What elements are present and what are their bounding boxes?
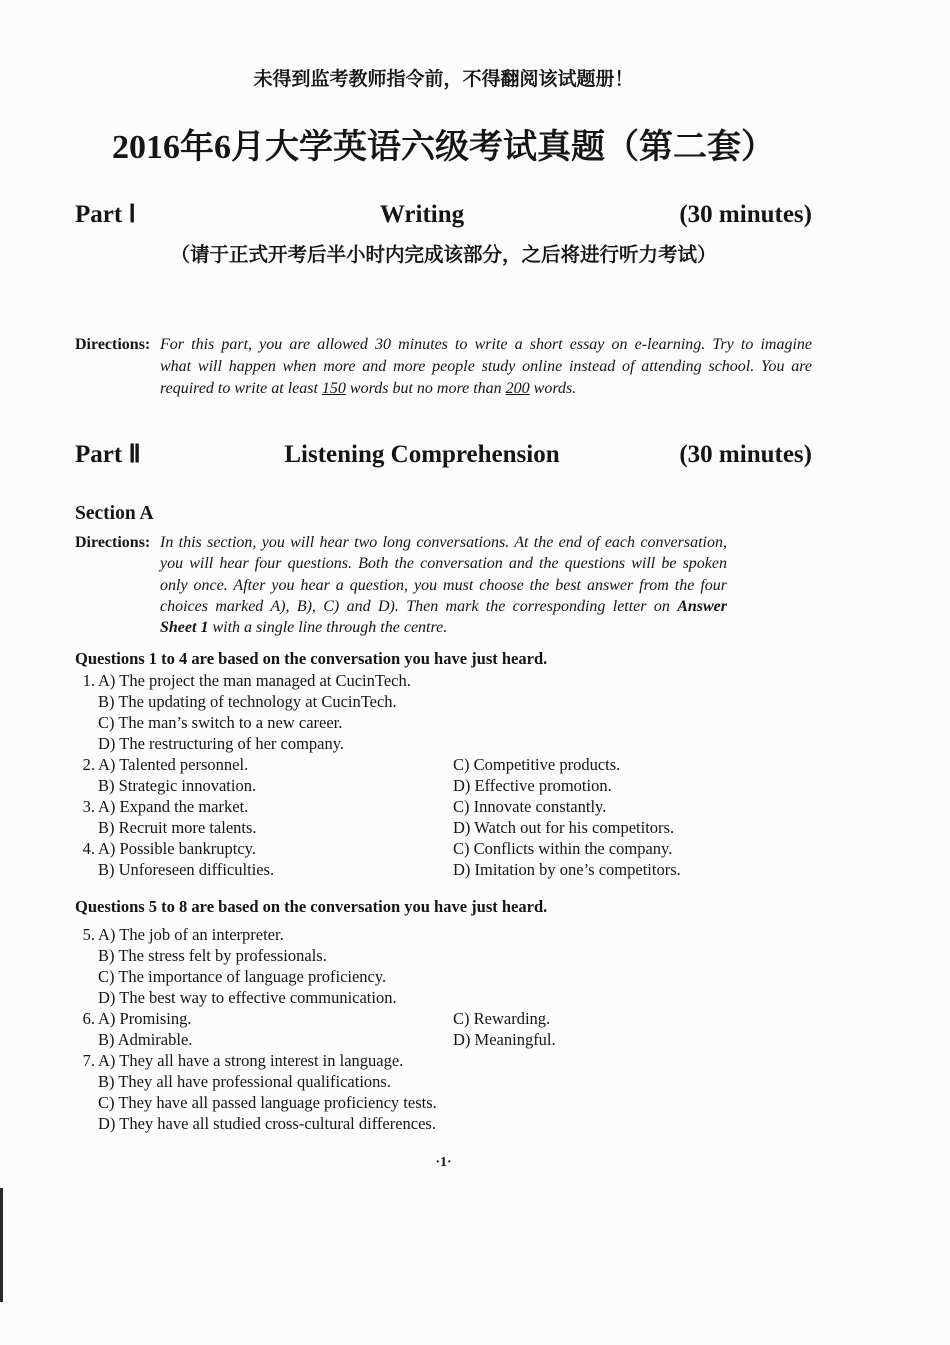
min-words: 150 <box>321 380 346 397</box>
directions-line: only once. After you hear a question, you must choose the best answer from the four <box>160 576 727 594</box>
q6-option-c: C) Rewarding. <box>453 1009 551 1028</box>
directions-line <box>160 617 727 638</box>
option-row <box>75 924 812 945</box>
option-row <box>75 691 812 712</box>
q3-option-c: C) Innovate constantly. <box>453 797 607 816</box>
question-6 <box>75 1008 812 1050</box>
q4-option-a: A) Possible bankruptcy. <box>98 839 256 858</box>
q4-option-d: D) Imitation by one’s competitors. <box>453 860 681 879</box>
directions-line: In this section, you will hear two long conversations. At the end of each conversation, <box>160 534 727 551</box>
q5-option-b: B) The stress felt by professionals. <box>98 946 327 965</box>
question-4 <box>75 838 812 880</box>
part1-label: Part Ⅰ <box>75 201 136 228</box>
question-number: 2. <box>82 755 95 774</box>
q2-option-d: D) Effective promotion. <box>453 776 612 795</box>
option-row <box>75 1008 812 1029</box>
part2-header <box>75 440 812 470</box>
option-row <box>75 733 812 754</box>
q2-option-a: A) Talented personnel. <box>98 755 249 774</box>
question-group-1 <box>75 670 812 880</box>
directions-line: what will happen when more and more people study online instead of attending school. You are <box>160 358 812 375</box>
question-7 <box>75 1050 812 1134</box>
option-row <box>75 775 812 796</box>
question-number: 5. <box>82 925 95 944</box>
q6-option-d: D) Meaningful. <box>453 1030 556 1049</box>
part1-time: (30 minutes) <box>679 201 812 228</box>
q3-option-a: A) Expand the market. <box>98 797 249 816</box>
page-number: ·1· <box>435 1155 452 1170</box>
q1-option-a: A) The project the man managed at CucinTech. <box>98 671 411 690</box>
directions-segment: words. <box>529 380 577 397</box>
option-row <box>75 1092 812 1113</box>
directions-line <box>160 378 812 400</box>
q5-option-d: D) The best way to effective communication. <box>98 988 397 1007</box>
q4-option-b: B) Unforeseen difficulties. <box>98 860 275 879</box>
question-group-2 <box>75 924 812 1134</box>
max-words: 200 <box>505 380 530 397</box>
option-row <box>75 670 812 691</box>
q4-option-c: C) Conflicts within the company. <box>453 839 673 858</box>
option-row <box>75 966 812 987</box>
option-row <box>75 987 812 1008</box>
directions-line <box>160 596 727 617</box>
part1-note: （请于正式开考后半小时内完成该部分，之后将进行听力考试） <box>170 245 717 266</box>
exam-notice: 未得到监考教师指令前，不得翻阅该试题册！ <box>253 69 634 90</box>
section-a-directions <box>75 532 812 639</box>
option-row <box>75 1071 812 1092</box>
part1-directions <box>75 334 812 400</box>
part2-label: Part Ⅱ <box>75 441 141 468</box>
part2-name: Listening Comprehension <box>284 441 560 468</box>
question-number: 1. <box>82 671 95 690</box>
option-row <box>75 796 812 817</box>
q1-option-d: D) The restructuring of her company. <box>98 734 345 753</box>
answer-sheet-term: Sheet 1 <box>160 619 209 636</box>
directions-text <box>160 532 727 638</box>
q1-option-b: B) The updating of technology at CucinTech. <box>98 692 397 711</box>
exam-title: 2016年6月大学英语六级考试真题（第二套） <box>112 129 775 166</box>
directions-line: you will hear four questions. Both the conversation and the questions will be spoken <box>160 555 727 573</box>
question-number: 3. <box>82 797 95 816</box>
part1-name: Writing <box>379 201 465 228</box>
directions-text <box>160 334 812 400</box>
question-number: 6. <box>82 1009 95 1028</box>
question-3 <box>75 796 812 838</box>
option-row <box>75 838 812 859</box>
question-5 <box>75 924 812 1008</box>
option-row <box>75 945 812 966</box>
question-1 <box>75 670 812 754</box>
option-row <box>75 817 812 838</box>
option-row <box>75 712 812 733</box>
q2-option-c: C) Competitive products. <box>453 755 621 774</box>
option-row <box>75 1029 812 1050</box>
directions-segment: words but no more than <box>345 380 506 397</box>
question-group-heading: Questions 1 to 4 are based on the conversation you have just heard. <box>75 649 548 668</box>
option-row <box>75 859 812 880</box>
option-row <box>75 1050 812 1071</box>
part2-time: (30 minutes) <box>679 441 812 468</box>
question-number: 4. <box>82 839 95 858</box>
q5-option-a: A) The job of an interpreter. <box>98 925 284 944</box>
directions-label: Directions: <box>75 534 151 551</box>
scan-edge-mark <box>0 1188 3 1302</box>
q7-option-a: A) They all have a strong interest in language. <box>98 1051 404 1070</box>
directions-segment: choices marked A), B), C) and D). Then mark the corresponding letter on <box>160 597 678 615</box>
directions-segment: with a single line through the centre. <box>208 619 448 636</box>
q7-option-d: D) They have all studied cross-cultural differences. <box>98 1114 436 1133</box>
q3-option-d: D) Watch out for his competitors. <box>453 818 675 837</box>
part1-header <box>75 200 812 230</box>
question-group-heading: Questions 5 to 8 are based on the conversation you have just heard. <box>75 897 548 916</box>
q1-option-c: C) The man’s switch to a new career. <box>98 713 343 732</box>
directions-segment: required to write at least <box>160 380 322 397</box>
q2-option-b: B) Strategic innovation. <box>98 776 257 795</box>
question-number: 7. <box>82 1051 95 1070</box>
option-row <box>75 754 812 775</box>
directions-label: Directions: <box>75 336 151 353</box>
q3-option-b: B) Recruit more talents. <box>98 818 257 837</box>
answer-sheet-term: Answer <box>677 597 727 615</box>
q7-option-b: B) They all have professional qualifications. <box>98 1072 391 1091</box>
option-row <box>75 1113 812 1134</box>
section-a-heading: Section A <box>75 503 154 524</box>
q5-option-c: C) The importance of language proficiency. <box>98 967 387 986</box>
question-2 <box>75 754 812 796</box>
q6-option-a: A) Promising. <box>98 1009 192 1028</box>
q7-option-c: C) They have all passed language proficiency tests. <box>98 1093 437 1112</box>
q6-option-b: B) Admirable. <box>98 1030 193 1049</box>
directions-line: For this part, you are allowed 30 minutes to write a short essay on e-learning. Try to imagine <box>160 336 812 353</box>
